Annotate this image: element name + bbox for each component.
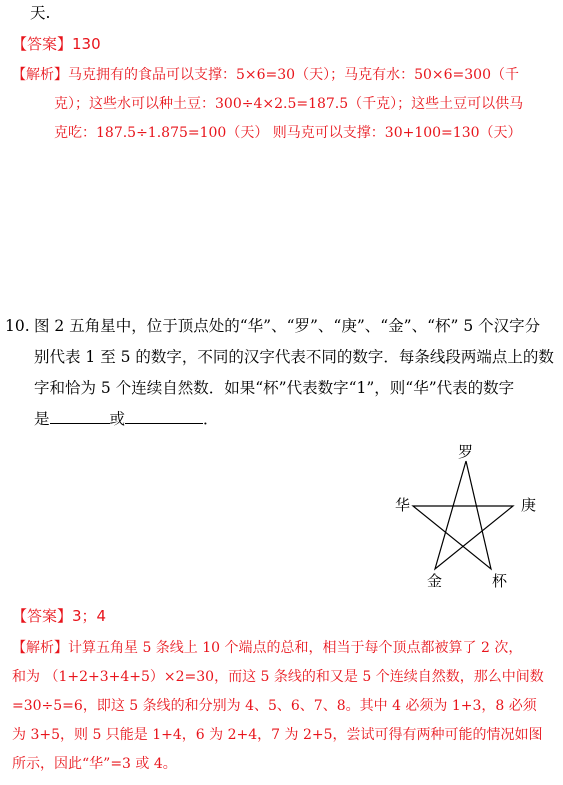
q10-line-last: 是 或 ． — [34, 410, 219, 428]
analysis-line: 和为 （1+2+3+4+5）×2=30，而这 5 条线的和又是 5 个连续自然数，那么中间数 — [12, 669, 544, 685]
analysis-line: 【解析】计算五角星 5 条线上 10 个端点的总和，相当于每个顶点都被算了 2 次， — [12, 640, 523, 656]
analysis-line: 克吃：187.5÷1.875=100（天） 则马克可以支撑：30+100=130（天） — [54, 125, 522, 141]
analysis-line: 为 3+5，则 5 只能是 1+4，6 为 2+4，7 为 2+5，尝试可得有两种可能的情况如图 — [12, 727, 543, 743]
star-label-top: 罗 — [458, 443, 474, 461]
answer-tag: 【答案】 — [12, 35, 73, 53]
analysis-line: 所示，因此“华”=3 或 4。 — [12, 756, 177, 772]
q10-line: 字和恰为 5 个连续自然数．如果“杯”代表数字“1”，则“华”代表的数字 — [34, 379, 515, 397]
q10-number: 10. — [5, 317, 30, 335]
pentagram-lines — [413, 461, 513, 569]
star-label-left: 华 — [395, 496, 411, 514]
answer-blank-1[interactable] — [50, 409, 110, 424]
q10-line: 别代表 1 至 5 的数字，不同的汉字代表不同的数字．每条线段两端点上的数 — [34, 348, 554, 366]
analysis-line: 克）；这些水可以种土豆：300÷4×2.5=187.5（千克）；这些土豆可以供马 — [54, 96, 524, 112]
q10-answer: 3；4 — [72, 607, 107, 625]
q10-answer-row — [12, 605, 106, 626]
q9-analysis — [12, 61, 523, 148]
q10-analysis — [12, 634, 544, 779]
q9-answer: 130 — [72, 35, 101, 53]
star-label-bottom-left: 金 — [427, 572, 443, 590]
q10-stem — [34, 311, 554, 435]
star-label-right: 庚 — [521, 496, 537, 514]
question-9-tail: 天. — [30, 4, 51, 22]
q10-line: 图 2 五角星中，位于顶点处的“华”、“罗”、“庚”、“金”、“杯” 5 个汉字分 — [34, 317, 541, 335]
answer-tag: 【答案】 — [12, 607, 73, 625]
analysis-line: 【解析】马克拥有的食品可以支撑：5×6=30（天）；马克有水：50×6=300（千 — [12, 67, 519, 83]
analysis-line: =30÷5=6，即这 5 条线的和分别为 4、5、6、7、8。其中 4 必须为 1+3，8 必须 — [12, 698, 537, 714]
analysis-tag: 【解析】 — [12, 67, 68, 83]
answer-blank-2[interactable] — [125, 409, 203, 424]
star-label-bottom-right: 杯 — [492, 572, 508, 590]
analysis-tag: 【解析】 — [12, 640, 68, 656]
q9-answer-row — [12, 33, 101, 54]
